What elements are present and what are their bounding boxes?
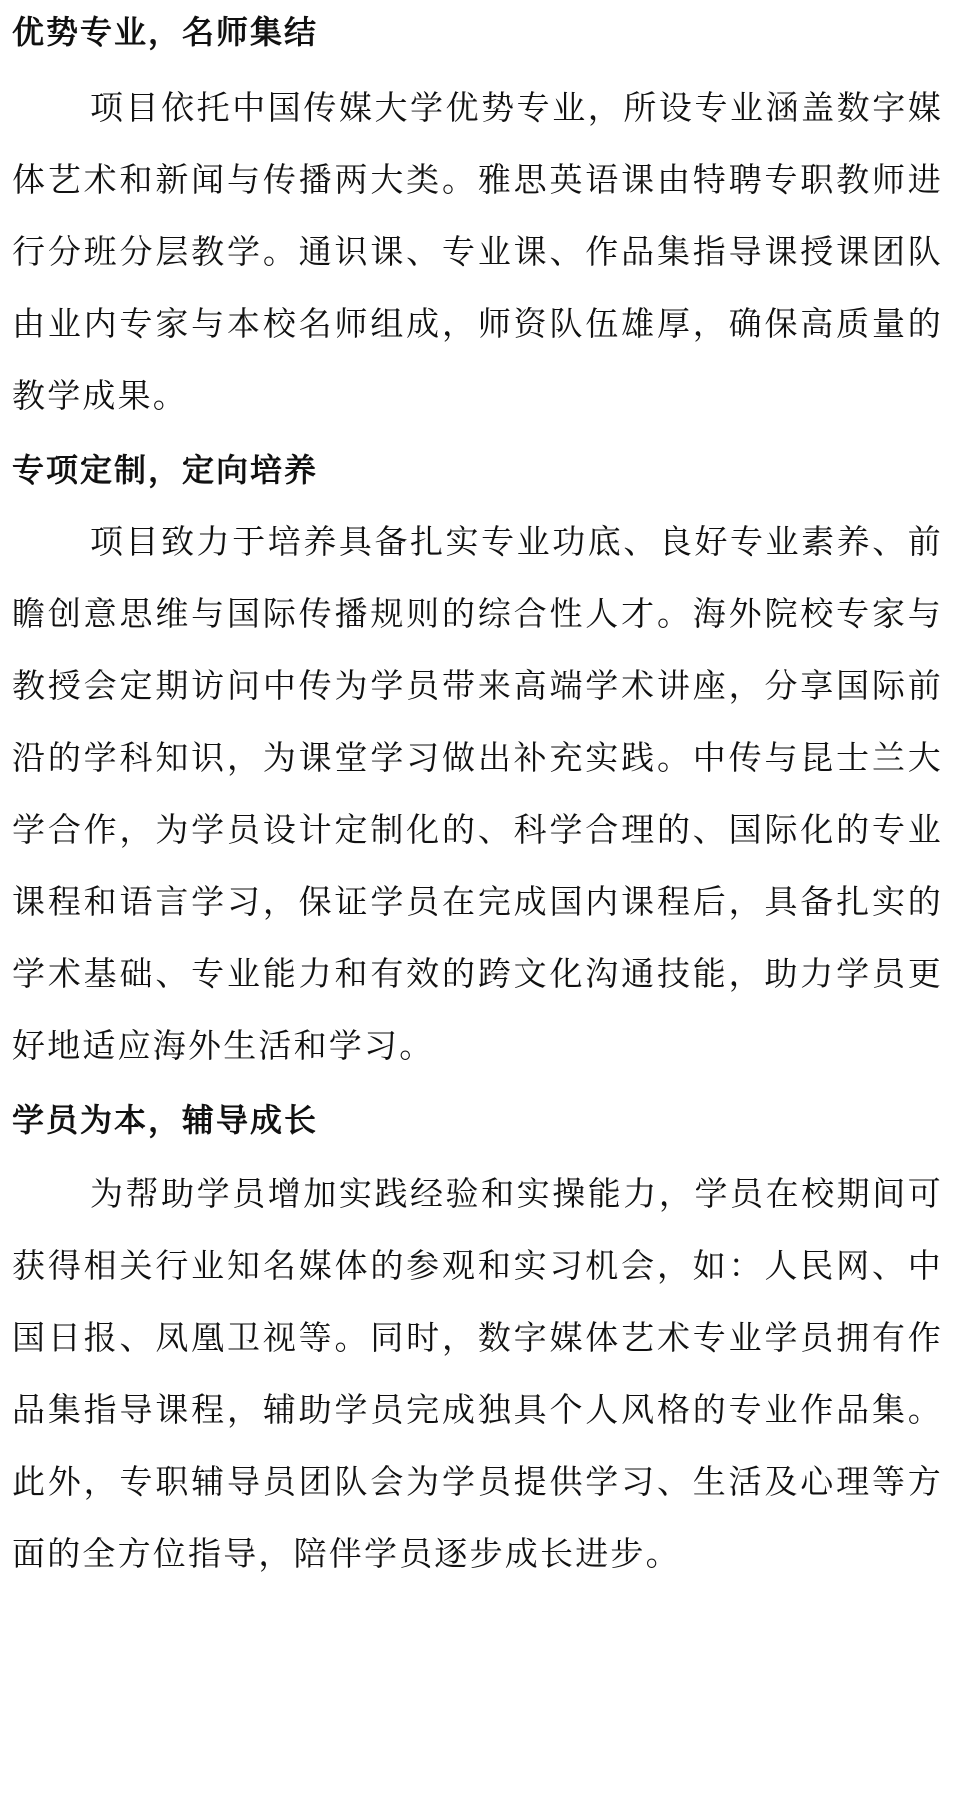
section-heading: 优势专业，名师集结	[12, 13, 319, 51]
section-paragraph: 为帮助学员增加实践经验和实操能力，学员在校期间可获得相关行业知名媒体的参观和实习机会，如：人民网、中国日报、凤凰卫视等。同时，数字媒体艺术专业学员拥有作品集指导课程，辅助学员完成独具个人风格的专业作品集。此外，专职辅导员团队会为学员提供学习、生活及心理等方面的全方位指导，陪伴学员逐步成长进步。	[12, 1174, 943, 1573]
section-paragraph: 项目依托中国传媒大学优势专业，所设专业涵盖数字媒体艺术和新闻与传播两大类。雅思英语课由特聘专职教师进行分班分层教学。通识课、专业课、作品集指导课授课团队由业内专家与本校名师组成，师资队伍雄厚，确保高质量的教学成果。	[12, 88, 943, 415]
section-student-growth	[12, 1090, 943, 1590]
section-custom-training	[12, 440, 943, 1082]
section-advantage-majors	[12, 0, 943, 432]
section-paragraph: 项目致力于培养具备扎实专业功底、良好专业素养、前瞻创意思维与国际传播规则的综合性人才。海外院校专家与教授会定期访问中传为学员带来高端学术讲座，分享国际前沿的学科知识，为课堂学习做出补充实践。中传与昆士兰大学合作，为学员设计定制化的、科学合理的、国际化的专业课程和语言学习，保证学员在完成国内课程后，具备扎实的学术基础、专业能力和有效的跨文化沟通技能，助力学员更好地适应海外生活和学习。	[12, 522, 943, 1065]
section-heading: 学员为本，辅导成长	[12, 1101, 319, 1139]
section-heading: 专项定制，定向培养	[12, 451, 319, 489]
